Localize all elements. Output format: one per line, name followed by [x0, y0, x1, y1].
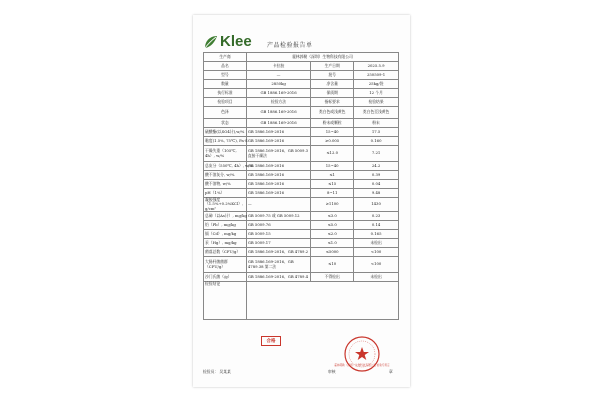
table-row	[204, 137, 399, 146]
test-requirement: 15~40	[311, 128, 354, 137]
info-row	[204, 89, 399, 98]
info-value: 250509-1	[354, 71, 399, 80]
info-label: 批号	[311, 71, 354, 80]
inspector-line	[203, 369, 231, 375]
test-item: 凝胶强度（1.5%+0.2%KCl）, g/cm²	[204, 198, 247, 212]
info-label: 净含量	[311, 80, 354, 89]
test-item: 菌落总数（CFU/g）	[204, 248, 247, 257]
test-item: pH（1%）	[204, 189, 247, 198]
info-value: 2850kg	[246, 80, 310, 89]
test-requirement: ≤1	[311, 171, 354, 180]
table-row	[204, 221, 399, 230]
info-label: 品名	[204, 62, 247, 71]
test-result: 0.23	[354, 212, 399, 221]
test-item: 黏度(1.5%, 75℃), Pa·S	[204, 137, 247, 146]
inspector-name: 吴某某	[219, 369, 231, 374]
test-result: 0.39	[354, 171, 399, 180]
test-item: 状态	[204, 119, 247, 128]
table-row	[204, 198, 399, 212]
test-item: 酸不溶物, w/%	[204, 180, 247, 189]
test-result: 0.14	[354, 221, 399, 230]
test-item: 汞（Hg）, mg/kg	[204, 239, 247, 248]
test-result: 9.48	[354, 189, 399, 198]
info-label: 生产商	[204, 53, 247, 62]
table-row	[204, 248, 399, 257]
test-result: 未检出	[354, 273, 399, 282]
test-requirement: ≤5.0	[311, 221, 354, 230]
test-requirement: ≤1.0	[311, 239, 354, 248]
test-method: GB 1886.169-2016	[246, 128, 310, 137]
test-method: GB 1886.169-2016	[246, 162, 310, 171]
table-row	[204, 180, 399, 189]
test-item: 总灰分（550℃, 4h）, w/%	[204, 162, 247, 171]
info-label: 型号	[204, 71, 247, 80]
conclusion-row	[204, 282, 399, 320]
test-result: 7.21	[354, 146, 399, 162]
table-row	[204, 257, 399, 273]
test-method: GB 1886.169-2016、GB 4789.38 第二法	[246, 257, 310, 273]
table-row	[204, 119, 399, 128]
table-row	[204, 128, 399, 137]
info-value: 2025.5.9	[354, 62, 399, 71]
test-item: 镉（Cd）, mg/kg	[204, 230, 247, 239]
test-method: —	[246, 198, 310, 212]
test-result: 0.165	[354, 230, 399, 239]
test-result: 未检出	[354, 239, 399, 248]
test-result: 24.2	[354, 162, 399, 171]
leaf-icon	[203, 34, 219, 50]
test-requirement: ≤3.0	[311, 212, 354, 221]
conclusion-label: 检验结论	[204, 282, 247, 320]
header-method: 检验方法	[246, 98, 310, 107]
test-method: GB 1886.169-2016	[246, 107, 310, 119]
table-row	[204, 171, 399, 180]
test-requirement: 15~40	[311, 162, 354, 171]
test-requirement: ≤2.0	[311, 230, 354, 239]
info-row	[204, 62, 399, 71]
test-method: GB 1886.169-2016、GB 4789.4	[246, 273, 310, 282]
test-method: GB 1886.169-2016、GB 5009.3 直接干燥法	[246, 146, 310, 162]
test-method: GB 1886.169-2016	[246, 137, 310, 146]
test-requirement: ≤10	[311, 257, 354, 273]
test-result: 0.160	[354, 137, 399, 146]
info-value: 卡拉胶	[246, 62, 310, 71]
test-method: GB 1886.169-2016	[246, 171, 310, 180]
test-requirement: ≤15	[311, 180, 354, 189]
info-row	[204, 80, 399, 89]
info-row	[204, 53, 399, 62]
test-method: GB 5009.15	[246, 230, 310, 239]
test-item: 酸不溶灰分, w/%	[204, 171, 247, 180]
test-method: GB 5009.75 或 GB 5009.12	[246, 212, 310, 221]
table-row	[204, 230, 399, 239]
test-item: 铅（Pb）, mg/kg	[204, 221, 247, 230]
table-row	[204, 146, 399, 162]
document-title: 产品检验报告单	[267, 42, 313, 49]
seal-note: 章	[389, 369, 393, 374]
info-label: 保质期	[311, 89, 354, 98]
brand-name: Klee	[220, 33, 252, 50]
company-logo	[203, 33, 252, 50]
test-method: GB 1886.169-2016	[246, 180, 310, 189]
info-value: GB 1886.169-2016	[246, 89, 310, 98]
test-item: 干燥失重（105℃, 4h）, w/%	[204, 146, 247, 162]
test-method: GB 5009.17	[246, 239, 310, 248]
test-item: 色泽	[204, 107, 247, 119]
info-label: 执行标准	[204, 89, 247, 98]
header-item: 检验项目	[204, 98, 247, 107]
table-row	[204, 212, 399, 221]
table-row	[204, 273, 399, 282]
test-item: 大肠杆菌菌群（CFU/g）	[204, 257, 247, 273]
test-item: 总砷（以As计）, mg/kg	[204, 212, 247, 221]
header-requirement: 指标要求	[311, 98, 354, 107]
test-result: 类白色至浅黄色	[354, 107, 399, 119]
info-value: 霍林郭勒（深圳）生物科技有限公司	[246, 53, 398, 62]
inspector-label: 检验员：	[203, 369, 219, 374]
report-table	[203, 52, 399, 320]
table-header-row	[204, 98, 399, 107]
table-row	[204, 162, 399, 171]
test-result: <100	[354, 257, 399, 273]
test-result: <100	[354, 248, 399, 257]
test-result: 1430	[354, 198, 399, 212]
test-method: GB 1886.169-2016	[246, 189, 310, 198]
approved-label: 审核	[328, 369, 336, 374]
test-method: GB 1886.169-2016	[246, 119, 310, 128]
info-label: 数量	[204, 80, 247, 89]
test-item: 硫酸酯(以SO4计),w/%	[204, 128, 247, 137]
info-value: 12 个月	[354, 89, 399, 98]
table-row	[204, 239, 399, 248]
test-result: 17.5	[354, 128, 399, 137]
info-value: —	[246, 71, 310, 80]
test-requirement: 粉末或颗粒	[311, 119, 354, 128]
test-method: GB 5009.76	[246, 221, 310, 230]
info-value: 25kg/袋	[354, 80, 399, 89]
table-row	[204, 107, 399, 119]
test-requirement: 类白色或浅黄色	[311, 107, 354, 119]
info-label: 生产日期	[311, 62, 354, 71]
test-requirement: ≤5000	[311, 248, 354, 257]
test-item: 沙门氏菌（/g）	[204, 273, 247, 282]
test-result: 粉末	[354, 119, 399, 128]
test-requirement: 8~11	[311, 189, 354, 198]
test-requirement: ≤12.0	[311, 146, 354, 162]
svg-text:霍林郭勒（深圳）生物科技有限公司 检验专用章: 霍林郭勒（深圳）生物科技有限公司 检验专用章	[334, 364, 390, 367]
test-requirement: ≥1100	[311, 198, 354, 212]
company-seal-icon	[334, 335, 390, 373]
pass-stamp: 合格	[261, 336, 281, 346]
test-result: 0.04	[354, 180, 399, 189]
test-requirement: ≥0.005	[311, 137, 354, 146]
conclusion-cell	[246, 282, 398, 320]
table-row	[204, 189, 399, 198]
report-sheet	[193, 15, 410, 387]
info-row	[204, 71, 399, 80]
test-method: GB 1886.169-2016、GB 4789.2	[246, 248, 310, 257]
header-result: 检验结果	[354, 98, 399, 107]
test-requirement: 不得检出	[311, 273, 354, 282]
